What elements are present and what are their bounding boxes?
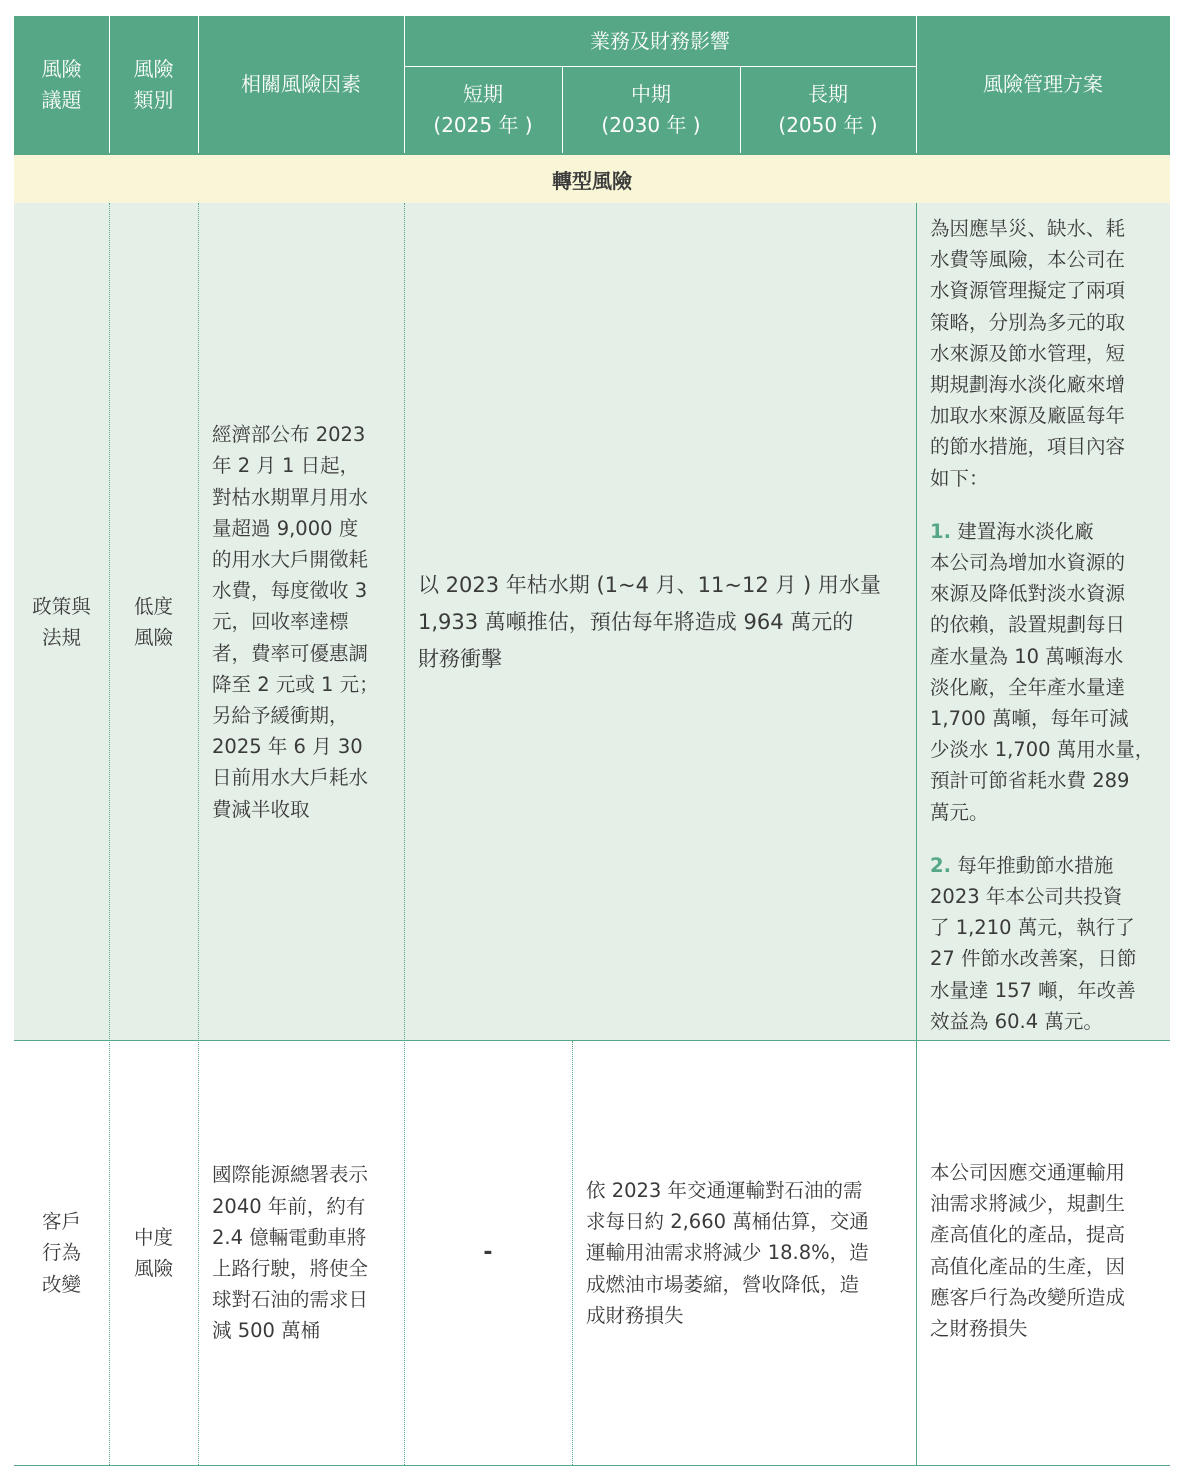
header-risk-issue-line2: 議題 [41,87,82,112]
row-customer-type-line: 風險 [133,1257,173,1280]
row-customer-factor-line: 球對石油的需求日 [212,1288,369,1312]
row-policy-factor-line: 日前用水大戶耗水 [212,766,369,790]
row-customer-plan-line: 應客戶行為改變所造成 [930,1285,1126,1309]
row-policy-factor [198,203,404,1041]
header-divider [404,66,916,67]
header-divider [404,16,405,153]
plan-item2-heading [930,850,1154,881]
row-policy-factor-line: 元，回收率達標 [212,610,349,634]
row-customer-issue [14,1041,109,1465]
plan-item1-line: 產水量為 10 萬噸海水 [930,644,1124,668]
plan-intro-line: 期規劃海水淡化廠來增 [930,373,1126,397]
row-customer-factor-line: 減 500 萬桶 [212,1319,321,1343]
header-impact-group [404,16,916,66]
row-policy-impact [404,203,916,1041]
header-risk-issue [14,16,109,153]
plan-item2-title: 每年推動節水措施 [957,853,1114,877]
row-customer-plan-line: 油需求將減少，規劃生 [930,1192,1126,1216]
header-divider [109,16,110,153]
row-policy-factor-line: 降至 2 元或 1 元； [212,672,379,696]
plan-item1-line: 的依賴，設置規劃每日 [930,613,1126,637]
plan-item1-line: 少淡水 1,700 萬用水量， [930,738,1155,762]
plan-item1-line: 本公司為增加水資源的 [930,551,1126,575]
row-policy-factor-line: 水費，每度徵收 3 [212,579,368,603]
section-transition-risk [14,153,1170,203]
header-divider [916,16,917,153]
row-policy-factor-line: 量超過 9,000 度 [212,516,359,540]
row-customer-impact-line: 求每日約 2,660 萬桶估算，交通 [586,1210,869,1234]
header-divider [198,16,199,153]
plan-intro-line: 水來源及節水管理，短 [930,341,1126,365]
plan-item2-number: 2. [930,853,951,877]
header-impact-group-label: 業務及財務影響 [590,28,730,53]
row-policy-impact-line: 以 2023 年枯水期 (1~4 月、11~12 月 ) 用水量 [418,572,881,597]
plan-item1-line: 1,700 萬噸，每年可減 [930,707,1129,731]
row-customer-issue-line: 客戶 [41,1210,81,1234]
plan-item1-line: 淡化廠，全年產水量達 [930,675,1126,699]
header-long-term-line2: (2050 年 ) [778,112,878,137]
section-title: 轉型風險 [552,168,632,193]
row-customer-plan-line: 高值化產品的生產，因 [930,1254,1126,1278]
row-policy-factor-line: 對枯水期單月用水 [212,485,369,509]
row-customer-impact-line: 成財務損失 [586,1303,684,1327]
row-policy-factor-line: 費減半收取 [212,797,310,821]
header-risk-factor [198,16,404,153]
plan-intro-line: 策略，分別為多元的取 [930,310,1126,334]
plan-item1-line: 萬元。 [930,800,989,824]
row-customer-factor-line: 2.4 億輛電動車將 [212,1225,367,1249]
header-divider [562,66,563,153]
row-customer-issue-line: 行為 [41,1241,81,1265]
row-customer-plan-line: 產高值化的產品，提高 [930,1223,1126,1247]
header-mid-term-line2: (2030 年 ) [601,112,701,137]
plan-item2-line: 27 件節水改善案，日節 [930,947,1137,971]
plan-item1-line: 來源及降低對淡水資源 [930,582,1126,606]
plan-item2-line: 水量達 157 噸，年改善 [930,978,1136,1002]
row-customer-type-line: 中度 [133,1225,173,1249]
row-customer-issue-line: 改變 [41,1272,81,1296]
header-risk-type-line2: 類別 [133,87,174,112]
header-long-term [740,66,916,153]
row-customer-impact-line: 成燃油市場萎縮，營收降低，造 [586,1272,860,1296]
row-customer-short-value: - [483,1240,493,1266]
plan-intro-line: 水資源管理擬定了兩項 [930,279,1126,303]
header-risk-issue-line1: 風險 [41,56,82,81]
plan-item1-title: 建置海水淡化廠 [957,519,1094,543]
row-policy-type-line: 風險 [133,626,173,649]
row-customer-plan-line: 本公司因應交通運輸用 [930,1161,1126,1184]
row-customer-plan [916,1041,1170,1465]
plan-item2-line: 了 1,210 萬元，執行了 [930,916,1135,940]
header-risk-type-line1: 風險 [133,56,174,81]
plan-intro-line: 加取水來源及廠區每年 [930,404,1126,428]
row-policy-factor-line: 2025 年 6 月 30 [212,735,363,759]
plan-intro-line: 水費等風險，本公司在 [930,248,1126,272]
row-customer-impact-line: 運輸用油需求將減少 18.8%，造 [586,1241,869,1265]
plan-intro-line: 如下： [930,466,989,490]
header-long-term-line1: 長期 [808,81,848,106]
header-short-term [404,66,562,153]
plan-intro-line: 的節水措施，項目內容 [930,435,1126,459]
header-plan [916,16,1170,153]
row-customer-short-term [404,1041,572,1465]
row-policy-factor-line: 者，費率可優惠調 [212,641,369,665]
row-policy-impact-line: 1,933 萬噸推估，預估每年將造成 964 萬元的 [418,609,854,634]
row-policy-plan [916,203,1170,1041]
row-customer-factor-line: 國際能源總署表示 [212,1163,369,1187]
row-policy-issue [14,203,109,1041]
row-policy-impact-line: 財務衝擊 [418,646,502,671]
header-mid-term-line1: 中期 [631,81,671,106]
row-customer-factor-line: 2040 年前，約有 [212,1194,366,1218]
header-short-term-line2: (2025 年 ) [433,112,533,137]
plan-item2-line: 2023 年本公司共投資 [930,885,1123,909]
row-policy-type-line: 低度 [133,594,173,618]
row-policy-type [109,203,198,1041]
table-bottom-border [14,1465,1170,1466]
row-customer-factor [198,1041,404,1465]
header-mid-term [562,66,740,153]
row-policy-factor-line: 的用水大戶開徵耗 [212,547,369,571]
row-policy-factor-line: 另給予緩衝期， [212,704,349,727]
row-policy-issue-line: 政策與 [32,594,91,618]
row-customer-type [109,1041,198,1465]
header-plan-label: 風險管理方案 [983,72,1103,96]
plan-intro-line: 為因應旱災、缺水、耗 [930,217,1126,240]
header-divider [740,66,741,153]
header-short-term-line1: 短期 [463,81,503,106]
row-policy-factor-line: 年 2 月 1 日起， [212,454,360,478]
row-customer-factor-line: 上路行駛，將使全 [212,1257,369,1280]
plan-item1-line: 預計可節省耗水費 289 [930,769,1130,793]
row-customer-plan-line: 之財務損失 [930,1317,1028,1341]
plan-item1-heading [930,516,1154,547]
row-customer-mid-long-term [572,1041,916,1465]
header-risk-factor-label: 相關風險因素 [241,72,361,96]
plan-item1-number: 1. [930,519,951,543]
row-policy-factor-line: 經濟部公布 2023 [212,423,366,447]
row-customer-impact-line: 依 2023 年交通運輸對石油的需 [586,1178,863,1202]
header-risk-type [109,16,198,153]
row-policy-issue-line: 法規 [41,626,81,649]
plan-item2-line: 效益為 60.4 萬元。 [930,1009,1103,1033]
